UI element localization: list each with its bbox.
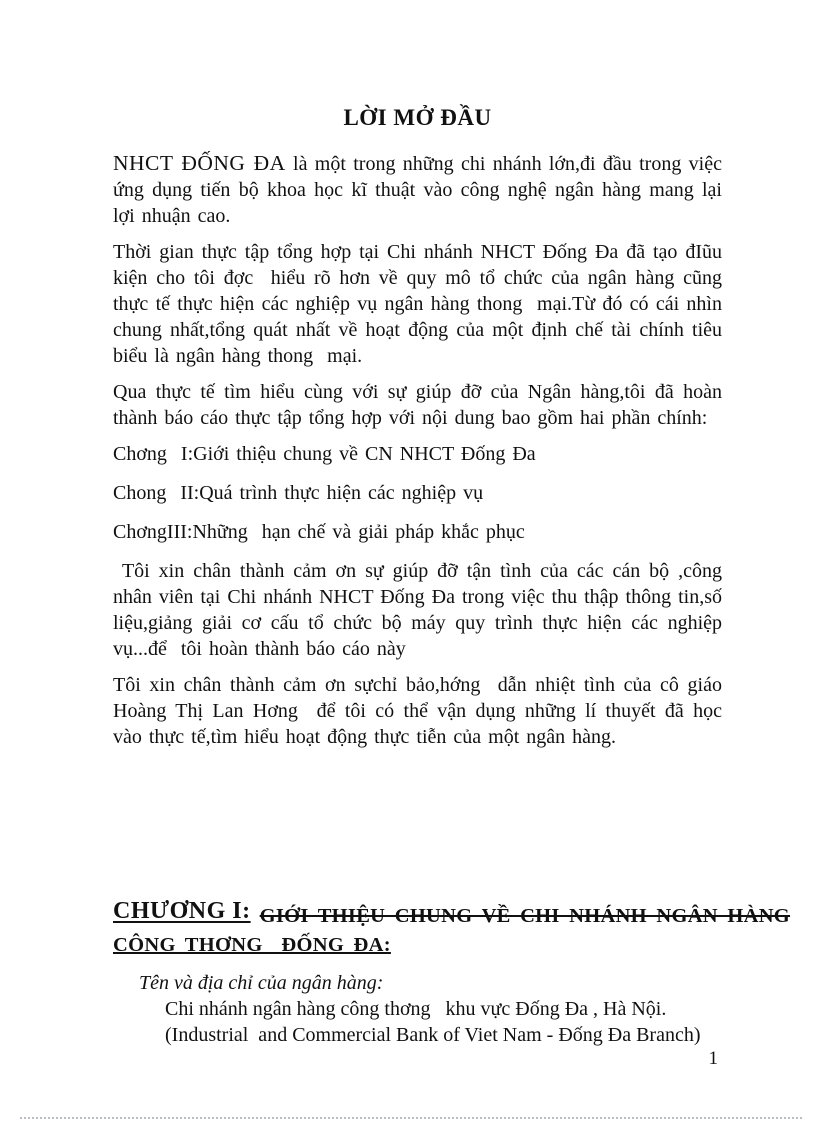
chapter-list-item-3: ChơngIII:Những hạn chế và giải pháp khắc phục — [113, 521, 525, 543]
intro-rest-text: là một trong những chi nhánh lớn,đi đầu trong việc ứng dụng tiến bộ khoa học kĩ thuật vào công nghệ ngân hàng mang lại lợi nhuận cao. — [113, 153, 722, 227]
chapter1-heading-line2-text: CÔNG THƠNG ĐỐNG ĐA: — [113, 934, 391, 956]
internship-paragraph: Thời gian thực tập tổng hợp tại Chi nhánh NHCT Đống Đa đã tạo đIũu kiện cho tôi đợc hiểu rõ hơn về quy mô tổ chức của ngân hàng cũng thực tế thực hiện các nghiệp vụ ngân hàng thong mại.Từ đó có cái nhìn chung nhất,tổng quát nhất về hoạt động của một định chế tài chính tiêu biểu là ngân hàng thong mại. — [113, 241, 722, 367]
bank-address-vietnamese: Chi nhánh ngân hàng công thơng khu vực Đống Đa , Hà Nội. — [165, 998, 667, 1020]
thanks-staff-paragraph: Tôi xin chân thành cảm ơn sự giúp đỡ tận tình của các cán bộ ,công nhân viên tại Chi nhánh NHCT Đống Đa trong việc thu thập thông tin,số liệu,giảng giải cơ cấu tổ chức bộ máy quy trình thực hiện các nghiệp vụ...để tôi hoàn thành báo cáo này — [113, 560, 722, 660]
chapter1-heading-main: GIỚI THIỆU CHUNG VỀ CHI NHÁNH NGÂN HÀNG — [259, 905, 791, 927]
thanks-teacher-paragraph: Tôi xin chân thành cảm ơn sựchỉ bảo,hớng dẫn nhiệt tình của cô giáo Hoàng Thị Lan Hơng để tôi có thể vận dụng những lí thuyết đã học vào thực tế,tìm hiểu hoạt động thực tiễn của một ngân hàng. — [113, 674, 722, 748]
intro-lead-text: NHCT ĐỐNG ĐA — [113, 151, 286, 175]
page-content — [113, 104, 791, 1048]
chapter1-heading-line1 — [113, 898, 791, 934]
page-number: 1 — [708, 1048, 718, 1069]
chapter1-heading — [113, 898, 791, 964]
footer-dotted-line — [20, 1117, 802, 1119]
intro-paragraph — [113, 150, 722, 229]
chapter-list-item-1: Chơng I:Giới thiệu chung về CN NHCT Đống Đa — [113, 443, 536, 465]
chapter1-heading-prefix: CHƯƠNG I: — [113, 898, 251, 924]
bank-name-subtitle: Tên và địa chỉ của ngân hàng: — [139, 972, 384, 994]
bank-address-english: (Industrial and Commercial Bank of Viet Nam - Đống Đa Branch) — [165, 1024, 701, 1046]
report-intro-paragraph: Qua thực tế tìm hiểu cùng với sự giúp đỡ của Ngân hàng,tôi đã hoàn thành báo cáo thực tập tổng hợp với nội dung bao gồm hai phần chính: — [113, 381, 722, 429]
page-title: LỜI MỞ ĐẦU — [343, 105, 492, 130]
chapter-list-item-2: Chong II:Quá trình thực hiện các nghiệp vụ — [113, 482, 484, 504]
chapter1-heading-line2 — [113, 934, 722, 964]
